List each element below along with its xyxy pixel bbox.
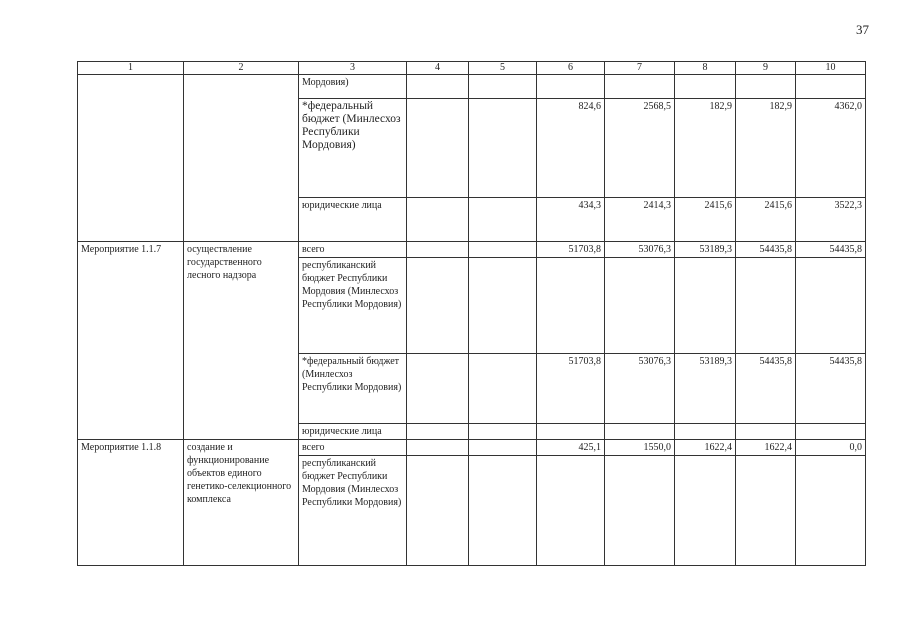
value-cell	[796, 424, 866, 440]
column-header: 8	[675, 62, 736, 75]
value-cell: 53189,3	[675, 354, 736, 424]
page-number: 37	[856, 22, 869, 37]
value-cell: 53189,3	[675, 242, 736, 258]
value-cell	[675, 75, 736, 99]
value-cell: 1622,4	[736, 440, 796, 456]
value-cell: 2414,3	[605, 198, 675, 242]
value-cell: 824,6	[537, 99, 605, 198]
table-row	[78, 440, 866, 456]
value-cell	[469, 456, 537, 566]
value-cell	[796, 258, 866, 354]
value-cell: 54435,8	[796, 354, 866, 424]
value-cell	[675, 258, 736, 354]
value-cell: 53076,3	[605, 354, 675, 424]
funding-source-cell: юридические лица	[299, 198, 407, 242]
value-cell	[605, 258, 675, 354]
value-cell	[736, 424, 796, 440]
value-cell: 1622,4	[675, 440, 736, 456]
funding-source-cell: юридические лица	[299, 424, 407, 440]
value-cell: 53076,3	[605, 242, 675, 258]
value-cell	[469, 198, 537, 242]
value-cell: 1550,0	[605, 440, 675, 456]
column-header: 10	[796, 62, 866, 75]
value-cell	[736, 456, 796, 566]
value-cell	[537, 75, 605, 99]
value-cell	[469, 258, 537, 354]
column-header: 7	[605, 62, 675, 75]
value-cell	[736, 258, 796, 354]
value-cell	[469, 354, 537, 424]
value-cell	[605, 424, 675, 440]
value-cell: 51703,8	[537, 242, 605, 258]
value-cell	[407, 424, 469, 440]
value-cell	[675, 424, 736, 440]
funding-source-cell: всего	[299, 440, 407, 456]
column-header: 3	[299, 62, 407, 75]
column-header: 2	[184, 62, 299, 75]
value-cell: 0,0	[796, 440, 866, 456]
value-cell	[796, 456, 866, 566]
measure-cell: Мероприятие 1.1.7	[78, 242, 184, 440]
table-row	[78, 242, 866, 258]
funding-source-cell: республиканский бюджет Республики Мордовия (Минлесхоз Республики Мордовия)	[299, 258, 407, 354]
value-cell	[469, 99, 537, 198]
description-cell: создание и функционирование объектов единого генетико-селекционного комплекса	[184, 440, 299, 566]
value-cell	[537, 424, 605, 440]
value-cell: 4362,0	[796, 99, 866, 198]
value-cell	[469, 75, 537, 99]
value-cell: 3522,3	[796, 198, 866, 242]
value-cell: 425,1	[537, 440, 605, 456]
description-cell	[184, 75, 299, 242]
funding-source-cell: Мордовия)	[299, 75, 407, 99]
funding-source-cell: республиканский бюджет Республики Мордовия (Минлесхоз Республики Мордовия)	[299, 456, 407, 566]
value-cell: 54435,8	[796, 242, 866, 258]
budget-table	[77, 61, 866, 566]
value-cell: 182,9	[736, 99, 796, 198]
value-cell	[407, 75, 469, 99]
value-cell	[407, 198, 469, 242]
value-cell	[407, 440, 469, 456]
value-cell	[675, 456, 736, 566]
measure-cell: Мероприятие 1.1.8	[78, 440, 184, 566]
column-header: 5	[469, 62, 537, 75]
funding-source-cell: всего	[299, 242, 407, 258]
value-cell: 2568,5	[605, 99, 675, 198]
value-cell	[469, 424, 537, 440]
value-cell	[407, 354, 469, 424]
value-cell	[796, 75, 866, 99]
value-cell: 2415,6	[675, 198, 736, 242]
value-cell: 2415,6	[736, 198, 796, 242]
value-cell	[407, 258, 469, 354]
funding-source-cell: *федеральный бюджет (Минлесхоз Республики Мордовия)	[299, 354, 407, 424]
funding-source-cell: *федеральный бюджет (Минлесхоз Республики Мордовия)	[299, 99, 407, 198]
column-header: 6	[537, 62, 605, 75]
value-cell	[537, 258, 605, 354]
value-cell: 54435,8	[736, 354, 796, 424]
value-cell: 182,9	[675, 99, 736, 198]
column-header: 9	[736, 62, 796, 75]
value-cell	[605, 75, 675, 99]
measure-cell	[78, 75, 184, 242]
value-cell	[537, 456, 605, 566]
column-header: 4	[407, 62, 469, 75]
value-cell: 434,3	[537, 198, 605, 242]
value-cell	[469, 242, 537, 258]
value-cell	[407, 242, 469, 258]
value-cell	[605, 456, 675, 566]
value-cell	[407, 456, 469, 566]
column-header: 1	[78, 62, 184, 75]
value-cell: 54435,8	[736, 242, 796, 258]
value-cell: 51703,8	[537, 354, 605, 424]
value-cell	[736, 75, 796, 99]
value-cell	[469, 440, 537, 456]
value-cell	[407, 99, 469, 198]
description-cell: осуществление государственного лесного надзора	[184, 242, 299, 440]
header-row	[78, 62, 866, 75]
table-row	[78, 75, 866, 99]
